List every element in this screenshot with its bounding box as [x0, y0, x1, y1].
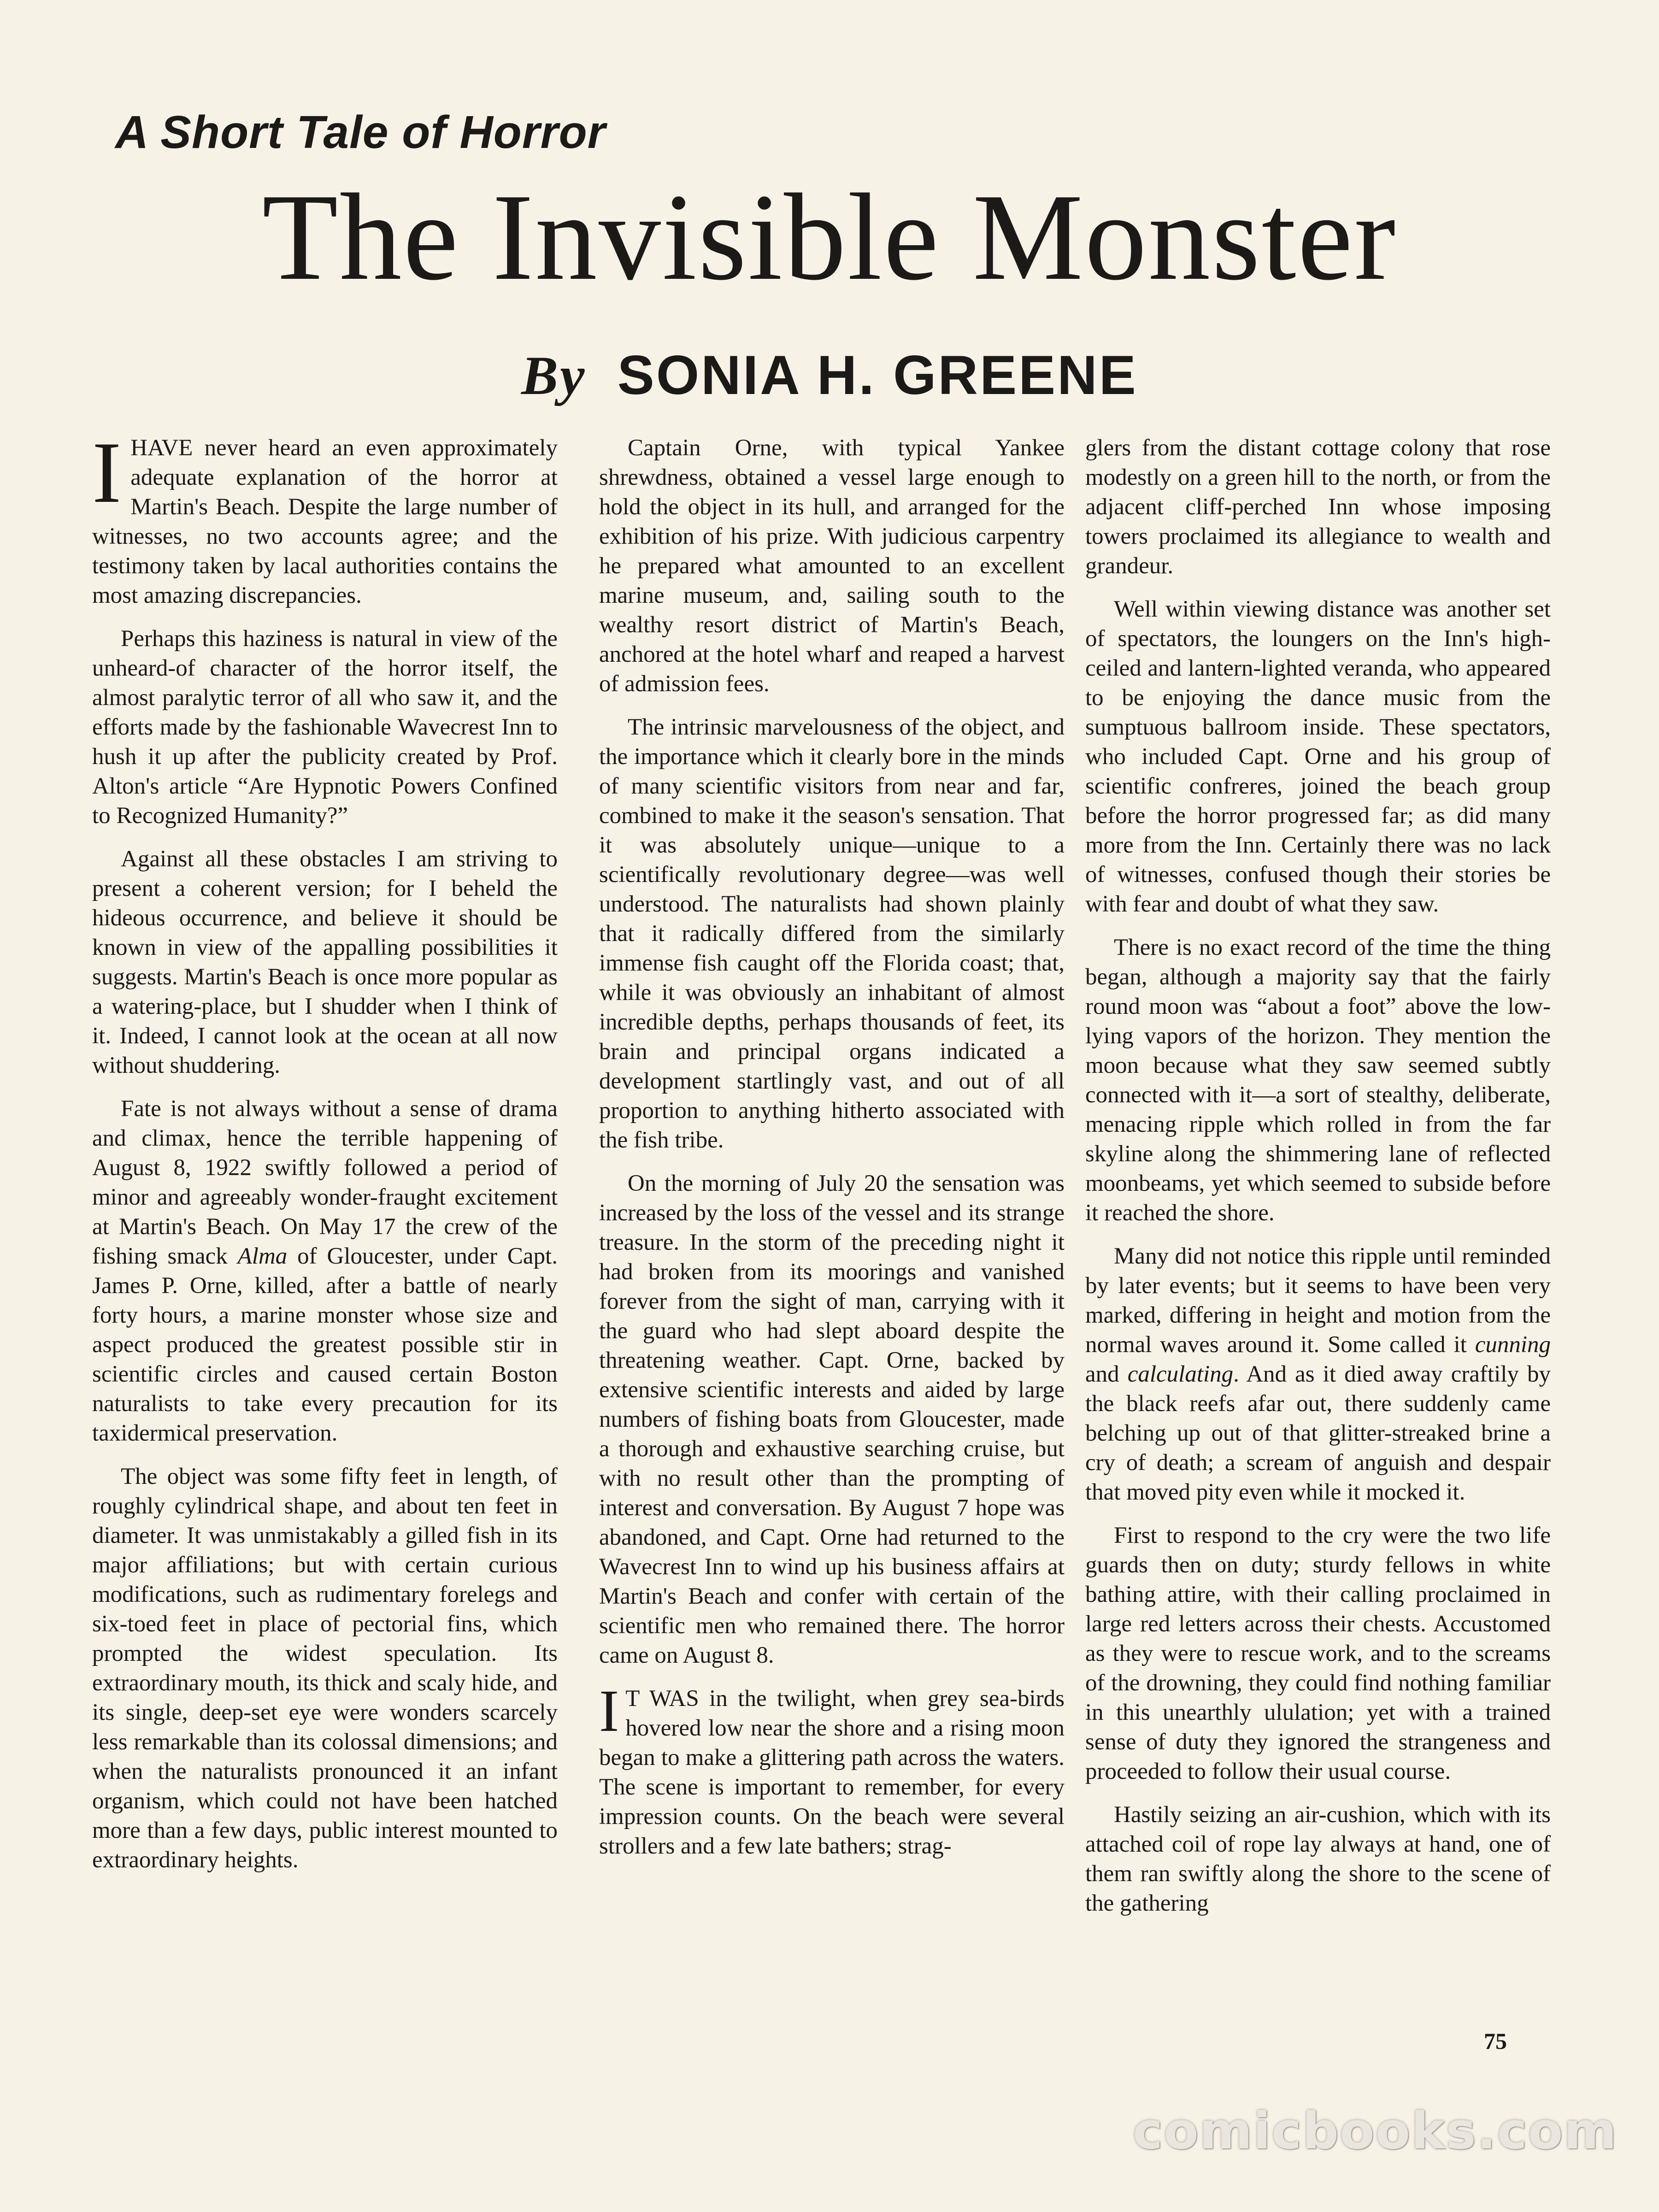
text-column-2 [599, 433, 1065, 1875]
paragraph: Hastily seizing an air-cushion, which with its attached coil of rope lay always at hand, one of them ran swiftly along the shore to the scene of the gathering [1085, 1802, 1551, 1916]
page-number: 75 [1484, 2028, 1507, 2054]
drop-cap: I [92, 424, 122, 521]
drop-cap: I [599, 1678, 619, 1744]
byline-author: SONIA H. GREENE [617, 344, 1138, 406]
paragraph: On the morning of July 20 the sensation was increased by the loss of the vessel and its strange treasure. In the storm of the preceding night it had broken from its moorings and vanished forever from the sight of man, carrying with it the guard who had slept aboard despite the threatening weather. Capt. Orne, backed by extensive scientific interests and aided by large numbers of fishing boats from Gloucester, made a thorough and exhaustive searching cruise, but with no result other than the prompting of interest and conversation. By August 7 hope was abandoned, and Capt. Orne had returned to the Wavecrest Inn to wind up his business affairs at Martin's Beach and confer with certain of the scientific men who remained there. The horror came on August 8. [599, 1171, 1065, 1668]
byline-by: By [521, 345, 587, 406]
paragraph: Captain Orne, with typical Yankee shrewdness, obtained a vessel large enough to hold the object in its hull, and arranged for the exhibition of his prize. With judicious carpentry he prepared what amounted to an excellent marine museum, and, sailing south to the wealthy resort district of Martin's Beach, anchored at the hotel wharf and reaped a harvest of admission fees. [599, 435, 1065, 697]
paragraph: glers from the distant cottage colony that rose modestly on a green hill to the north, or from the adjacent cliff-perched Inn whose imposing towers proclaimed its allegiance to wealth and grandeur. [1085, 435, 1551, 579]
story-title: The Invisible Monster [262, 168, 1397, 306]
paragraph-text: Fate is not always without a sense of drama and climax, hence the terrible happening of August 8, 1922 swiftly followed a period of minor and agreeably wonder-fraught excitement at Martin's Beach. On May 17 the crew of the fishing smack [92, 1096, 558, 1269]
paragraph-text: and [1085, 1361, 1128, 1387]
paragraph [92, 1094, 558, 1448]
italic-word: calculating [1127, 1361, 1234, 1387]
paragraph [1085, 1241, 1551, 1507]
vessel-name: Alma [237, 1243, 288, 1269]
paragraph [599, 1678, 1065, 1861]
paragraph: Well within viewing distance was another set of spectators, the loungers on the Inn's high-ceiled and lantern-lighted veranda, who appeared to be enjoying the dance music from the sumptuous ballroom inside. These spectators, who included Capt. Orne and his group of scientific confreres, joined the beach group before the horror progressed far; as did many more from the Inn. Certainly there was no lack of witnesses, confused though their stories be with fear and doubt of what they saw. [1085, 596, 1551, 917]
paragraph: First to respond to the cry were the two life guards then on duty; sturdy fellows in white bathing attire, with their calling proclaimed in large red letters across their chests. Accustomed as they were to rescue work, and to the screams of the drowning, they could find nothing familiar in this unearthly ululation; yet with a trained sense of duty they ignored the strangeness and proceeded to follow their usual course. [1085, 1523, 1551, 1784]
paragraph-text: T WAS in the twilight, when grey sea-birds hovered low near the shore and a rising moon began to make a glittering path across the waters. The scene is important to remember, for every impression counts. On the beach were several strollers and a few late bathers; strag- [599, 1686, 1065, 1859]
paragraph: Against all these obstacles I am striving to present a coherent version; for I beheld the hideous occurrence, and believe it should be known in view of the appalling possibilities it suggests. Martin's Beach is once more popular as a watering-place, but I shudder when I think of it. Indeed, I cannot look at the ocean at all now without shuddering. [92, 846, 558, 1078]
paragraph-text: . And as it died away craftily by the black reefs afar out, there suddenly came belching up out of that glitter-streaked brine a cry of death; a scream of anguish and despair that moved pity even while it mocked it. [1085, 1361, 1551, 1505]
paragraph: The intrinsic marvelousness of the object, and the importance which it clearly bore in the minds of many scientific visitors from near and far, combined to make it the season's sensation. That it was absolutely unique—unique to a scientifically revolutionary degree—was well understood. The naturalists had shown plainly that it radically differed from the similarly immense fish caught off the Florida coast; that, while it was obviously an inhabitant of almost incredible depths, perhaps thousands of feet, its brain and principal organs indicated a development startlingly vast, and out of all proportion to anything hitherto associated with the fish tribe. [599, 714, 1065, 1153]
paragraph [92, 424, 558, 610]
text-column-3 [1085, 433, 1551, 1932]
byline [0, 343, 1659, 407]
italic-word: cunning [1475, 1332, 1551, 1358]
paragraph: Perhaps this haziness is natural in view of the unheard-of character of the horror itself, the almost paralytic terror of all who saw it, and the efforts made by the fashionable Wavecrest Inn to hush it up after the publicity created by Prof. Alton's article “Are Hypnotic Powers Confined to Recognized Humanity?” [92, 626, 558, 829]
paragraph-text: HAVE never heard an even approximately adequate explanation of the horror at Martin's Beach. Despite the large number of witnesses, no two accounts agree; and the testimony taken by lacal authorities contains the most amazing discrepancies. [92, 435, 558, 608]
paragraph-text: of Gloucester, under Capt. James P. Orne, killed, after a battle of nearly forty hours, a marine monster whose size and aspect produced the greatest possible stir in scientific circles and caused certain Boston naturalists to take every precaution for its taxidermical preservation. [92, 1243, 558, 1446]
site-watermark: comicbooks.com [1133, 2101, 1618, 2160]
paragraph: The object was some fifty feet in length, of roughly cylindrical shape, and about ten feet in diameter. It was unmistakably a gilled fish in its major affiliations; but with certain curious modifications, such as rudimentary forelegs and six-toed feet in place of pectorial fins, which prompted the widest speculation. Its extraordinary mouth, its thick and scaly hide, and its single, deep-set eye were wonders scarcely less remarkable than its colossal dimensions; and when the naturalists pronounced it an infant organism, which could not have been hatched more than a few days, public interest mounted to extraordinary heights. [92, 1464, 558, 1873]
section-kicker: A Short Tale of Horror [115, 106, 606, 158]
text-column-1 [92, 424, 558, 1888]
paragraph: There is no exact record of the time the thing began, although a majority say that the fairly round moon was “about a foot” above the low-lying vapors of the horizon. They mention the moon because what they saw seemed subtly connected with it—a sort of stealthy, deliberate, menacing ripple which rolled in from the far skyline along the shimmering lane of reflected moonbeams, yet which seemed to subside before it reached the shore. [1085, 935, 1551, 1226]
paragraph-text: Many did not notice this ripple until reminded by later events; but it seems to have been very marked, differing in height and motion from the normal waves around it. Some called it [1085, 1243, 1551, 1358]
